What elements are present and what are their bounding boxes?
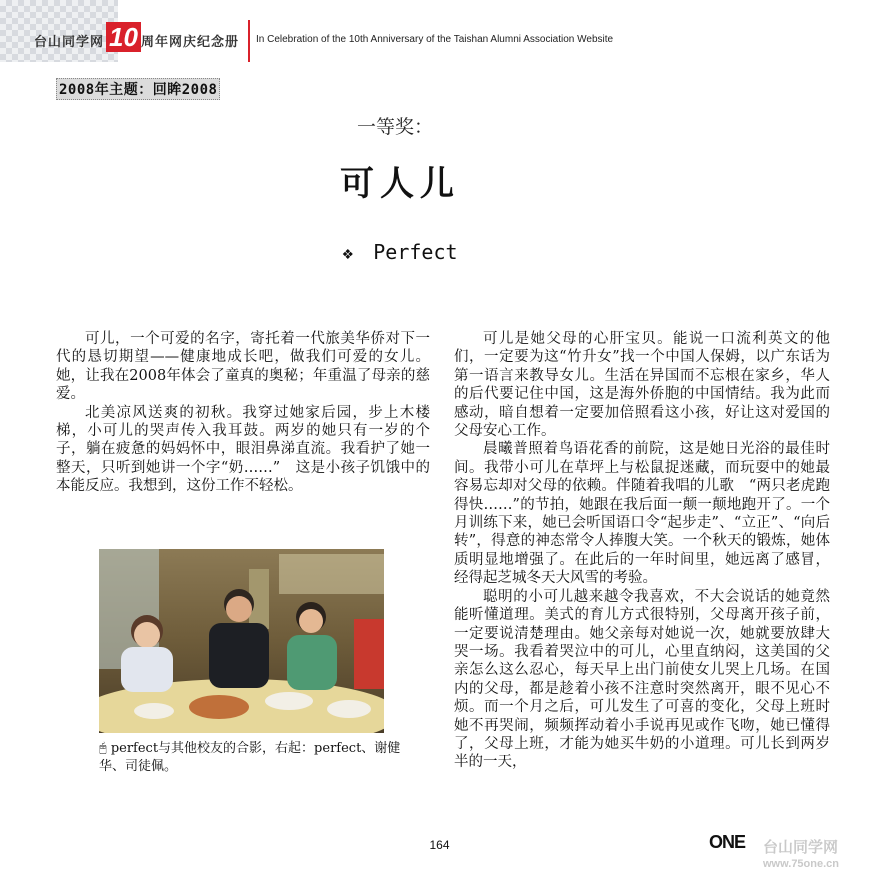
paragraph: 可儿是她父母的心肝宝贝。能说一口流利英文的他们，一定要为这“竹升女”找一个中国人保姆，以广东话为第一语言来教导女儿。生活在异国而不忘根在家乡，华人的后代要记住中国，这是海外侨胞的中国情结。我为此而感动，暗自想着一定要加倍照看这小孩，好让这对爱国的父母安心工作。	[454, 331, 830, 440]
watermark-site-name: 台山同学网	[763, 838, 839, 856]
header-divider	[248, 20, 250, 62]
header-title-left: 台山同学网	[34, 35, 105, 50]
diamond-bullet-icon: ❖	[342, 243, 354, 264]
header-title-right: 周年网庆纪念册	[141, 35, 240, 50]
page-header	[0, 0, 879, 62]
header-anniversary-number: 10	[106, 22, 141, 52]
award-heading: 一等奖：	[356, 116, 433, 138]
paragraph: 北美凉风送爽的初秋。我穿过她家后园，步上木楼梯，小可儿的哭声传入我耳鼓。两岁的她只有一岁的个子，躺在疲惫的妈妈怀中，眼泪鼻涕直流。我看护了她一整天，只听到她讲一个字“奶……” 这是小孩子饥饿中的本能反应。我想到，这份工作不轻松。	[56, 404, 430, 495]
page-number: 164	[429, 838, 450, 852]
article-subtitle-line	[0, 240, 800, 264]
right-column	[454, 330, 830, 772]
left-column	[56, 330, 430, 496]
group-photo	[99, 549, 384, 733]
header-english-title: In Celebration of the 10th Anniversary of the Taishan Alumni Association Website	[256, 34, 614, 45]
group-photo-image	[99, 549, 384, 733]
article-subtitle: Perfect	[373, 240, 458, 264]
mouse-icon: 🖰	[99, 741, 107, 756]
watermark-url: www.75one.cn	[763, 858, 840, 870]
photo-caption-text: perfect与其他校友的合影，右起：perfect、谢健华、司徒佩。	[99, 741, 401, 774]
paragraph: 晨曦普照着鸟语花香的前院，这是她日光浴的最佳时间。我带小可儿在草坪上与松鼠捉迷藏，而玩耍中的她最容易忘却对父母的依赖。伴随着我唱的儿歌 “两只老虎跑得快……”的节拍，她跟在我后面一颠一颠地跑开了。一个月训练下来，她已会听国语口令“起步走”、“立正”、“向后转”，得意的神态常令人捧腹大笑。一个秋天的锻炼，她体质明显地增强了。在此后的一年时间里，她远离了感冒，经得起芝城冬天大风雪的考验。	[454, 441, 830, 587]
watermark-logo: ONE	[709, 832, 746, 852]
article-title: 可人儿	[340, 164, 460, 204]
paragraph: 可儿，一个可爱的名字，寄托着一代旅美华侨对下一代的恳切期望——健康地成长吧，做我们可爱的女儿。她，让我在2008年体会了童真的奥秘；年重温了母亲的慈爱。	[56, 331, 430, 403]
theme-label: 2008年主题：回眸2008	[56, 78, 220, 100]
site-watermark	[709, 832, 869, 876]
photo-caption	[99, 740, 419, 776]
paragraph: 聪明的小可儿越来越令我喜欢，不大会说话的她竟然能听懂道理。美式的育儿方式很特别，父母离开孩子前，一定要说清楚理由。她父亲每对她说一次，她就要放肆大哭一场。我看着哭泣中的可儿，心里直纳闷，这美国的父亲怎么这么忍心，每天早上出门前使女儿哭上几场。在国内的父母，都是趁着小孩不注意时突然离开，眼不见心不烦。而一个月之后，可儿发生了可喜的变化，父母上班时她不再哭闹，频频挥动着小手说再见或作飞吻，她已懂得了，父母上班，才能为她买牛奶的小道理。可儿长到两岁半的一天，	[454, 588, 830, 771]
